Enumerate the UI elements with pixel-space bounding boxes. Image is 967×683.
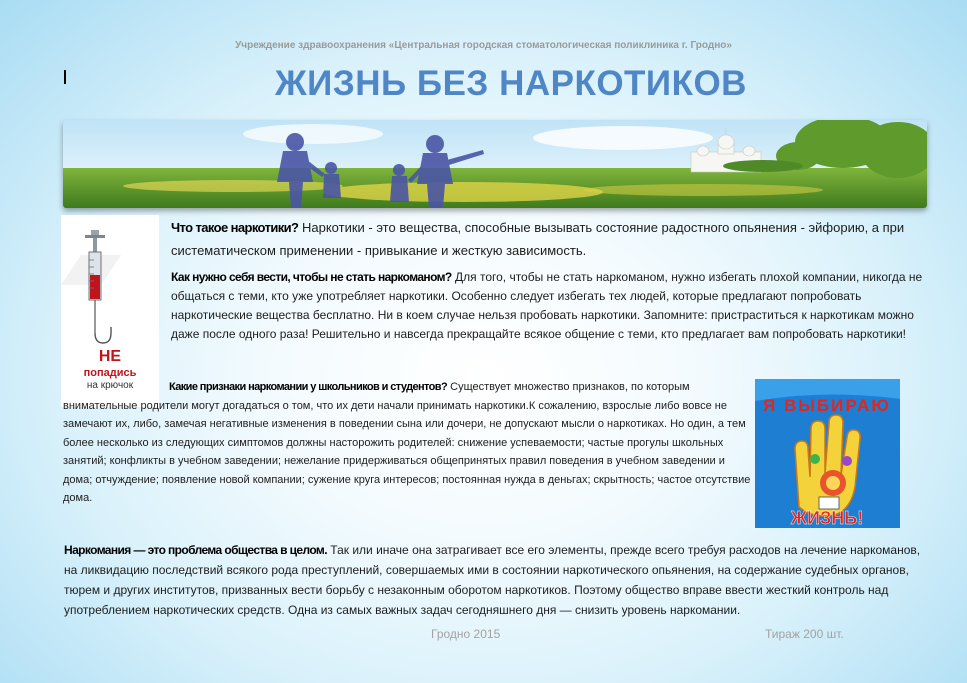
paragraph-how-to-behave	[171, 268, 936, 344]
paragraph-lead: Наркомания — это проблема общества в целом.	[64, 543, 327, 557]
syringe-caption-1: НЕ	[98, 348, 122, 365]
paragraph-signs-of-addiction	[63, 378, 753, 508]
organization-header: Учреждение здравоохранения «Центральная городская стоматологическая поликлиника г. Гродно»	[235, 40, 732, 51]
paragraph-what-are-drugs	[171, 216, 926, 262]
syringe-caption-2: попадись	[83, 367, 137, 379]
choose-life-image	[755, 379, 900, 528]
footer-city-year: Гродно 2015	[431, 627, 501, 641]
choice-top-text: Я ВЫБИРАЮ	[763, 396, 891, 415]
paragraph-lead: Какие признаки наркомании у школьников и студентов?	[169, 381, 448, 393]
paragraph-body: Для того, чтобы не стать наркоманом, нужно избегать плохой компании, никогда не общаться с теми, кто уже употребляет наркотики. Особенно следует избегать тех людей, которые предлагают попробовать наркотические вещества бесплатно. Ни в коем случае нельзя пробовать наркотики. Запомните: пристраститься к наркотикам можно даже после одного раза! Решительно и навсегда прекращайте всякое общение с теми, кто предлагает вам попробовать наркотики!	[171, 270, 923, 341]
paragraph-society-problem	[64, 540, 934, 620]
paragraph-body: Так или иначе она затрагивает все его элементы, прежде всего требуя расходов на лечение наркоманов, на ликвидацию последствий всякого рода преступлений, совершаемых ими в состоянии наркотического опьянения, на содержание судебных органов, тюрем и других институтов, призванных вести борьбу с незаконным оборотом наркотиков. Поэтому общество вправе ввести жесткий контроль над употреблением наркотических средств. Одна из самых важных задач сегодняшнего дня — снизить уровень наркомании.	[64, 543, 921, 617]
banner-image	[63, 120, 927, 208]
page-title: ЖИЗНЬ БЕЗ НАРКОТИКОВ	[275, 64, 747, 103]
paragraph-body: Существует множество признаков, по которым внимательные родители могут догадаться о том, что их дети начали принимать наркотики.К сожалению, взрослые либо вовсе не замечают их, либо, замечая негативные изменения в поведении сына или дочери, не допускают мысли о наркотиках. Но один, а тем более несколько из следующих симптомов должны насторожить родителей: снижение успеваемости; частые прогулы школьных занятий; конфликты в учебном заведении; нежелание придерживаться общепринятых правил поведения в учебном заведении и дома; отчуждение; появление новой компании; сужение круга интересов; постоянная нужда в деньгах; скрытность; частое отсутствие дома.	[63, 381, 751, 504]
paragraph-body: Наркотики - это вещества, способные вызывать состояние радостного опьянения - эйфорию, а при систематическом применении - привыкание и жесткую зависимость.	[171, 220, 905, 258]
footer-print-run: Тираж 200 шт.	[765, 627, 844, 641]
choice-bottom-text: ЖИЗНЬ!	[790, 508, 864, 528]
syringe-caption-3: на крючок	[86, 380, 134, 391]
paragraph-lead: Как нужно себя вести, чтобы не стать наркоманом?	[171, 270, 452, 284]
paragraph-lead: Что такое наркотики?	[171, 220, 299, 235]
